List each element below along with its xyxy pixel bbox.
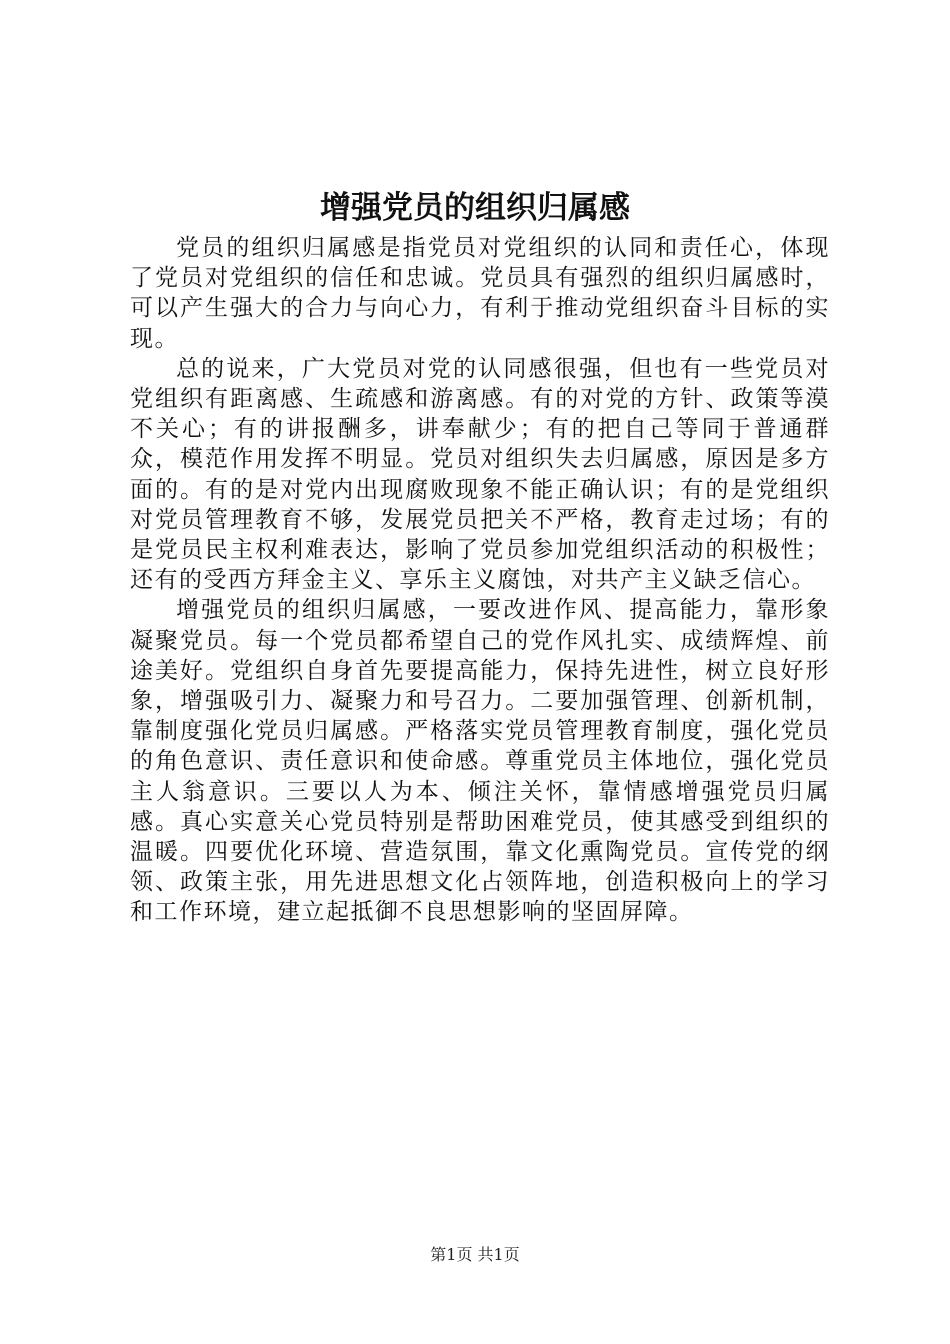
page-footer: 第1页 共1页 <box>430 1245 520 1264</box>
paragraph-2: 总的说来，广大党员对党的认同感很强，但也有一些党员对党组织有距离感、生疏感和游离感。有的对党的方针、政策等漠不关心；有的讲报酬多，讲奉献少；有的把自己等同于普通群众，模范作用发挥不明显。党员对组织失去归属感，原因是多方面的。有的是对党内出现腐败现象不能正确认识；有的是党组织对党员管理教育不够，发展党员把关不严格，教育走过场；有的是党员民主权利难表达，影响了党员参加党组织活动的积极性；还有的受西方拜金主义、享乐主义腐蚀，对共产主义缺乏信心。 <box>130 355 830 594</box>
paragraph-3: 增强党员的组织归属感，一要改进作风、提高能力，靠形象凝聚党员。每一个党员都希望自己的党作风扎实、成绩辉煌、前途美好。党组织自身首先要提高能力，保持先进性，树立良好形象，增强吸引力、凝聚力和号召力。二要加强管理、创新机制，靠制度强化党员归属感。严格落实党员管理教育制度，强化党员的角色意识、责任意识和使命感。尊重党员主体地位，强化党员主人翁意识。三要以人为本、倾注关怀，靠情感增强党员归属感。真心实意关心党员特别是帮助困难党员，使其感受到组织的温暖。四要优化环境、营造氛围，靠文化熏陶党员。宣传党的纲领、政策主张，用先进思想文化占领阵地，创造积极向上的学习和工作环境，建立起抵御不良思想影响的坚固屏障。 <box>130 597 830 926</box>
paragraph-1: 党员的组织归属感是指党员对党组织的认同和责任心，体现了党员对党组织的信任和忠诚。党员具有强烈的组织归属感时，可以产生强大的合力与向心力，有利于推动党组织奋斗目标的实现。 <box>130 235 830 352</box>
document-body <box>130 233 830 928</box>
document-title: 增强党员的组织归属感 <box>320 190 630 226</box>
